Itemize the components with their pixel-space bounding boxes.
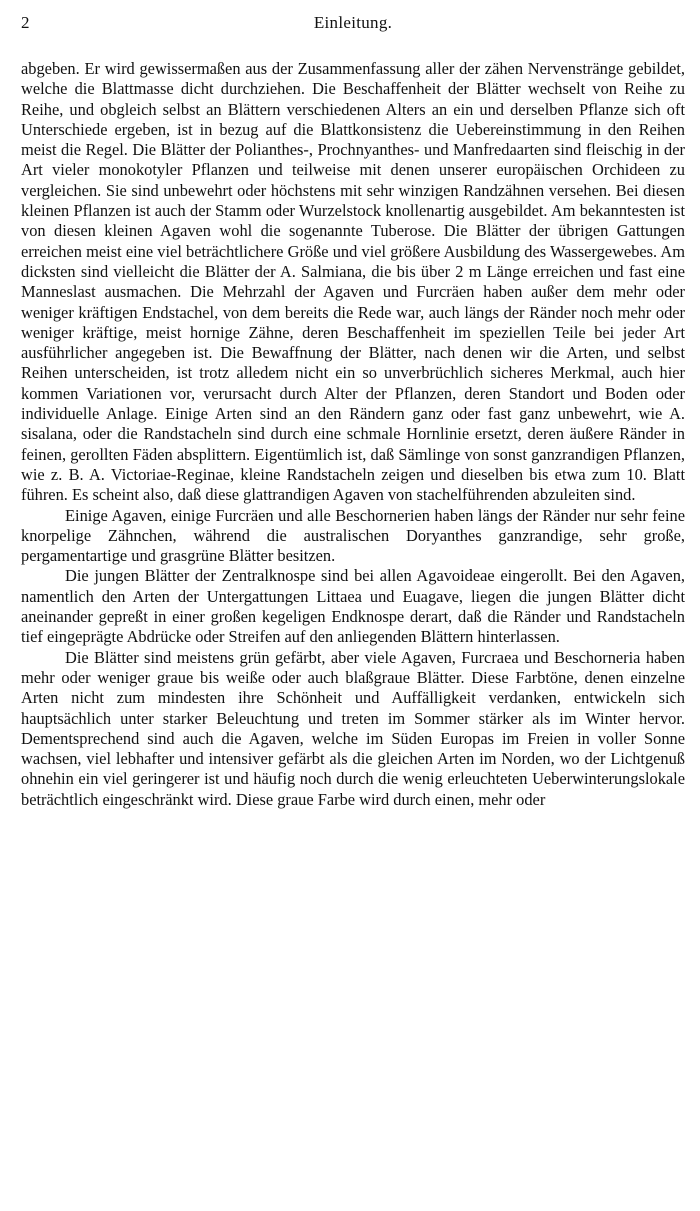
body-text [21,59,685,810]
paragraph-continued: abgeben. Er wird gewissermaßen aus der Zusammenfassung aller der zähen Nervenstränge gebildet, welche die Blattmasse dicht durchziehen. Die Beschaffenheit der Blätter wechselt von Reihe zu Reihe, und obgleich selbst an Blättern verschiedenen Alters an ein und derselben Pflanze sich oft Unterschiede ergeben, ist in bezug auf die Blattkonsistenz die Uebereinstimmung in den Reihen meist die Regel. Die Blätter der Polianthes-, Prochnyanthes- und Manfredaarten sind fleischig in der Art vieler monokotyler Pflanzen und teilweise mit denen unserer europäischen Orchideen zu vergleichen. Sie sind unbewehrt oder höchstens mit sehr winzigen Randzähnen versehen. Bei diesen kleinen Pflanzen ist auch der Stamm oder Wurzelstock knollenartig ausgebildet. Am bekanntesten ist von diesen kleinen Agaven wohl die sogenannte Tuberose. Die Blätter der übrigen Gattungen erreichen meist eine viel beträchtlichere Größe und viel größere Ausbildung des Wassergewebes. Am dicksten sind vielleicht die Blätter der A. Salmiana, die bis über 2 m Länge erreichen und fast eine Manneslast ausmachen. Die Mehrzahl der Agaven und Furcräen haben außer dem mehr oder weniger kräftigen Endstachel, von dem bereits die Rede war, auch längs der Ränder noch mehr oder weniger kräftige, meist hornige Zähne, deren Beschaffenheit im speziellen Teile bei jeder Art ausführlicher angegeben ist. Die Bewaffnung der Blätter, nach denen wir die Arten, und selbst Reihen unterscheiden, ist trotz alledem nicht ein so unverbrüchlich sicheres Merkmal, auch hier kommen Variationen vor, verursacht durch Alter der Pflanzen, deren Standort und Boden oder individuelle Anlage. Einige Arten sind an den Rändern ganz oder fast ganz unbewehrt, wie A. sisalana, oder die Randstacheln sind durch eine schmale Hornlinie ersetzt, deren äußere Ränder in feinen, gerollten Fäden absplittern. Eigentümlich ist, daß Sämlinge von sonst ganzrandigen Pflanzen, wie z. B. A. Victoriae-Reginae, kleine Randstacheln zeigen und dieselben bis etwa zum 10. Blatt führen. Es scheint also, daß diese glattrandigen Agaven von stachelführenden abzuleiten sind. [21,59,685,505]
page-number: 2 [21,13,30,32]
running-title: Einleitung. [313,13,393,32]
paragraph: Einige Agaven, einige Furcräen und alle Beschornerien haben längs der Ränder nur sehr feine knorpelige Zähnchen, während die australischen Doryanthes ganzrandige, sehr große, pergamentartige und grasgrüne Blätter besitzen. [21,505,685,566]
document-page [21,10,685,810]
paragraph: Die Blätter sind meistens grün gefärbt, aber viele Agaven, Furcraea und Beschorneria haben mehr oder weniger graue bis weiße oder auch blaßgraue Blätter. Diese Farbtöne, denen einzelne Arten nicht zum mindesten ihre Schönheit und Auffälligkeit verdanken, entwickeln sich hauptsächlich unter starker Beleuchtung und treten im Sommer stärker als im Winter hervor. Dementsprechend sind auch die Agaven, welche im Süden Europas im Freien in voller Sonne wachsen, viel lebhafter und intensiver gefärbt als die gleichen Arten im Norden, wo der Lichtgenuß ohnehin ein viel geringerer ist und häufig noch durch die wenig erleuchteten Ueberwinterungslokale beträchtlich eingeschränkt wird. Diese graue Farbe wird durch einen, mehr oder [21,647,685,809]
paragraph: Die jungen Blätter der Zentralknospe sind bei allen Agavoideae eingerollt. Bei den Agaven, namentlich den Arten der Untergattungen Littaea und Euagave, liegen die jungen Blätter dicht aneinander gepreßt in einer großen kegeligen Endknospe derart, daß die Ränder und Randstacheln tief eingeprägte Abdrücke oder Streifen auf den anliegenden Blättern hinterlassen. [21,566,685,647]
page-header [21,10,685,36]
